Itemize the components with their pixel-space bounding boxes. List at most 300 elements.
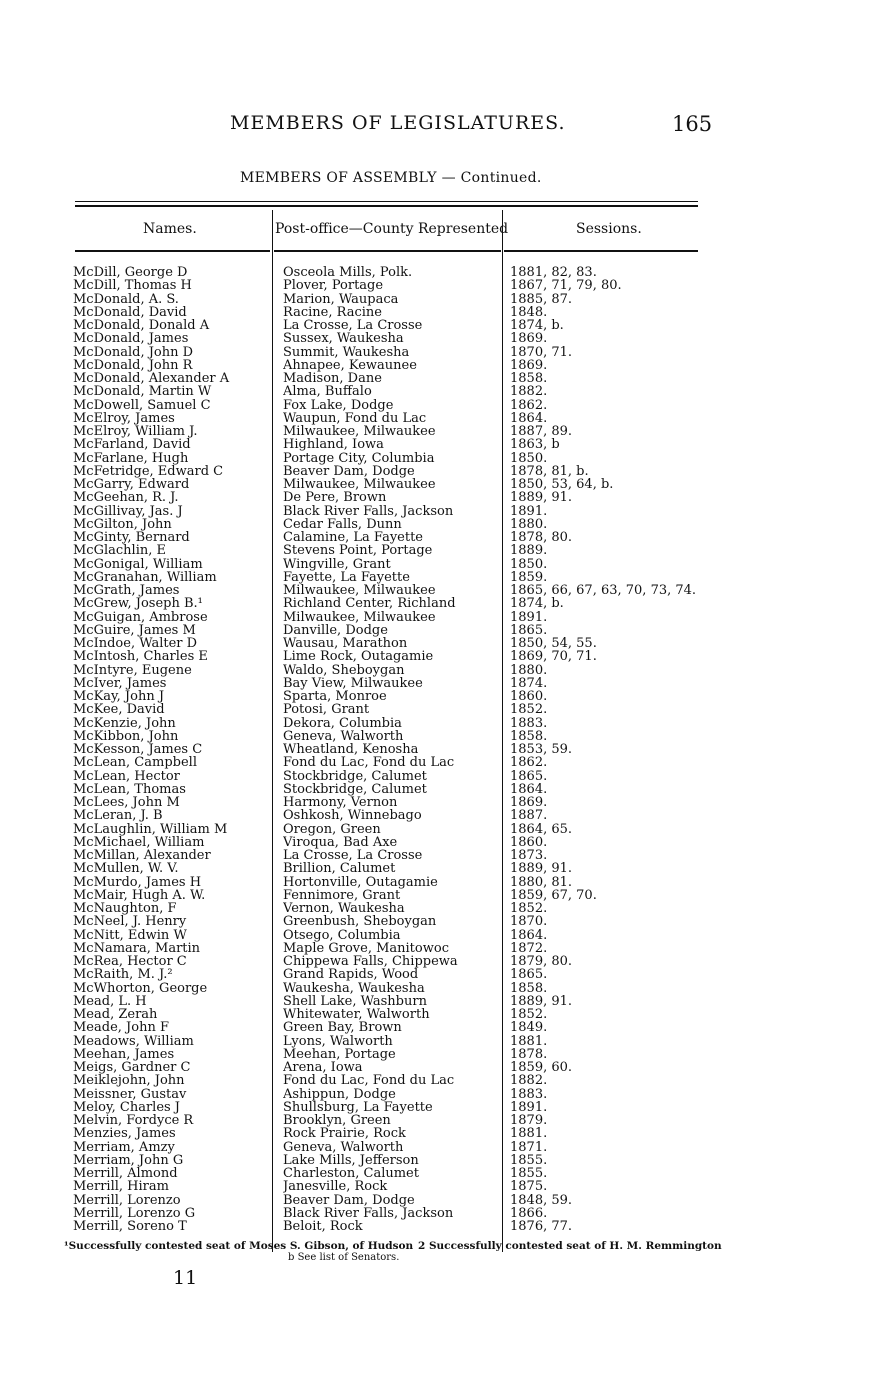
post-office-county: Geneva, Walworth: [283, 1140, 404, 1154]
signature-mark: 11: [173, 1267, 198, 1289]
post-office-county: Summit, Waukesha: [283, 345, 410, 359]
sessions: 1874, b.: [510, 597, 564, 611]
post-office-county: Shullsburg, La Fayette: [283, 1100, 433, 1114]
top-rule-thick: [75, 205, 698, 207]
post-office-county: Viroqua, Bad Axe: [283, 835, 398, 849]
member-name: Merrill, Lorenzo: [73, 1193, 181, 1207]
post-office-county: De Pere, Brown: [283, 491, 387, 505]
footnote-b: b See list of Senators.: [288, 1252, 400, 1263]
post-office-county: Shell Lake, Washburn: [283, 994, 427, 1008]
post-office-county: Milwaukee, Milwaukee: [283, 425, 436, 438]
member-name: McDonald, James: [73, 332, 189, 346]
member-name: Meiklejohn, John: [73, 1074, 185, 1088]
post-office-county: Fayette, La Fayette: [283, 570, 410, 584]
table-row: [0, 929, 869, 942]
table-row: [0, 836, 869, 849]
sessions: 1891.: [510, 610, 548, 624]
sessions: 1865.: [510, 623, 548, 637]
member-name: McElroy, William J.: [73, 425, 198, 438]
table-row: [0, 372, 869, 385]
sessions: 1891.: [510, 504, 548, 518]
table-row: [0, 332, 869, 345]
post-office-county: Stevens Point, Portage: [283, 544, 433, 558]
sessions: 1879.: [510, 1114, 548, 1127]
member-name: McGonigal, William: [73, 557, 203, 571]
sessions: 1860.: [510, 835, 548, 849]
sessions: 1878, 80.: [510, 531, 573, 544]
member-name: McMichael, William: [73, 835, 205, 849]
member-name: McLean, Thomas: [73, 782, 186, 796]
post-office-county: Black River Falls, Jackson: [283, 504, 454, 518]
sessions: 1864, 65.: [510, 822, 573, 836]
table-row: [0, 505, 869, 518]
table-row: [0, 584, 869, 597]
sessions: 1873.: [510, 849, 548, 862]
table-row: [0, 1021, 869, 1034]
sessions: 1881.: [510, 1127, 548, 1141]
table-row: [0, 915, 869, 928]
post-office-county: Maple Grove, Manitowoc: [283, 941, 449, 955]
table-row: [0, 571, 869, 584]
member-name: McKee, David: [73, 703, 165, 717]
post-office-county: Janesville, Rock: [283, 1180, 388, 1194]
table-row: [0, 359, 869, 372]
member-name: McIndoe, Walter D: [73, 637, 198, 650]
member-name: McKibbon, John: [73, 729, 179, 743]
member-name: McKesson, James C: [73, 743, 203, 756]
sessions: 1863, b: [510, 438, 560, 452]
table-row: [0, 346, 869, 359]
post-office-county: Beloit, Rock: [283, 1220, 363, 1233]
post-office-county: Geneva, Walworth: [283, 729, 404, 743]
table-row: [0, 531, 869, 544]
member-name: McWhorton, George: [73, 981, 208, 995]
table-row: [0, 465, 869, 478]
sessions: 1855.: [510, 1167, 548, 1180]
table-row: [0, 770, 869, 783]
sessions: 1876, 77.: [510, 1220, 573, 1233]
member-name: McGillivay, Jas. J: [73, 504, 183, 518]
table-row: [0, 452, 869, 465]
top-rule: [75, 201, 698, 202]
sessions: 1885, 87.: [510, 292, 573, 306]
post-office-county: Potosi, Grant: [283, 703, 370, 717]
post-office-county: Harmony, Vernon: [283, 796, 398, 809]
table-row: [0, 412, 869, 425]
table-row: [0, 1220, 869, 1233]
table-row: [0, 1141, 869, 1154]
table-row: [0, 1088, 869, 1101]
post-office-county: Black River Falls, Jackson: [283, 1206, 454, 1220]
member-name: McGinty, Bernard: [73, 531, 190, 544]
sessions: 1852.: [510, 703, 548, 717]
table-row: [0, 544, 869, 557]
post-office-county: Ahnapee, Kewaunee: [283, 358, 417, 372]
table-row: [0, 1154, 869, 1167]
member-name: McDonald, David: [73, 305, 187, 319]
sessions: 1855.: [510, 1153, 548, 1167]
table-row: [0, 1114, 869, 1127]
member-name: McGeehan, R. J.: [73, 491, 179, 505]
table-row: [0, 809, 869, 822]
post-office-county: Stockbridge, Calumet: [283, 782, 427, 796]
section-subtitle: MEMBERS OF ASSEMBLY — Continued.: [240, 170, 542, 186]
table-row: [0, 293, 869, 306]
member-name: Merrill, Soreno T: [73, 1220, 187, 1233]
post-office-county: Dekora, Columbia: [283, 716, 402, 730]
table-row: [0, 717, 869, 730]
table-row: [0, 438, 869, 451]
table-row: [0, 306, 869, 319]
member-name: McRaith, M. J.²: [73, 968, 173, 982]
member-name: McNeel, J. Henry: [73, 915, 187, 929]
sessions: 1862.: [510, 398, 548, 412]
sessions: 1883.: [510, 1087, 548, 1101]
sessions: 1871.: [510, 1140, 548, 1154]
table-row: [0, 478, 869, 491]
sessions: 1858.: [510, 729, 548, 743]
table-row: [0, 385, 869, 398]
member-name: McGuire, James M: [73, 623, 196, 637]
member-name: McKenzie, John: [73, 716, 176, 730]
table-row: [0, 730, 869, 743]
member-name: Mead, Zerah: [73, 1008, 158, 1021]
post-office-county: Waupun, Fond du Lac: [283, 411, 427, 425]
table-row: [0, 1035, 869, 1048]
table-row: [0, 279, 869, 292]
member-name: McDonald, Donald A: [73, 319, 210, 332]
sessions: 1874.: [510, 676, 548, 690]
member-name: McFarland, David: [73, 438, 191, 452]
sessions: 1850, 53, 64, b.: [510, 478, 614, 491]
sessions: 1848, 59.: [510, 1193, 573, 1207]
table-row: [0, 968, 869, 981]
sessions: 1878.: [510, 1047, 548, 1061]
post-office-county: Richland Center, Richland: [283, 597, 456, 611]
member-name: Meade, John F: [73, 1021, 169, 1035]
table-row: [0, 1167, 869, 1180]
table-row: [0, 982, 869, 995]
page-number: 165: [672, 112, 713, 136]
sessions: 1872.: [510, 941, 548, 955]
sessions: 1850.: [510, 451, 548, 465]
member-name: McNitt, Edwin W: [73, 928, 187, 942]
member-name: Merrill, Hiram: [73, 1180, 169, 1194]
sessions: 1875.: [510, 1180, 548, 1194]
post-office-county: La Crosse, La Crosse: [283, 849, 423, 862]
table-row: [0, 558, 869, 571]
post-office-county: Grand Rapids, Wood: [283, 968, 419, 982]
page-header: [0, 112, 869, 142]
member-name: McLeran, J. B: [73, 809, 163, 823]
post-office-county: Greenbush, Sheboygan: [283, 915, 437, 929]
table-row: [0, 664, 869, 677]
table-row: [0, 823, 869, 836]
member-name: Merrill, Lorenzo G: [73, 1206, 196, 1220]
member-name: McDonald, John R: [73, 358, 193, 372]
post-office-county: Wausau, Marathon: [283, 637, 408, 650]
post-office-county: Whitewater, Walworth: [283, 1008, 430, 1021]
table-row: [0, 677, 869, 690]
sessions: 1850, 54, 55.: [510, 637, 597, 650]
post-office-county: Waukesha, Waukesha: [283, 981, 425, 995]
member-name: McDowell, Samuel C: [73, 398, 211, 412]
table-row: [0, 266, 869, 279]
member-name: Merrill, Almond: [73, 1167, 178, 1180]
member-name: Merriam, Amzy: [73, 1140, 175, 1154]
post-office-county: Milwaukee, Milwaukee: [283, 584, 436, 597]
header-underline-sessions: [504, 250, 698, 252]
member-name: Meloy, Charles J: [73, 1100, 181, 1114]
member-name: McNaughton, F: [73, 902, 177, 915]
sessions: 1852.: [510, 1008, 548, 1021]
post-office-county: Chippewa Falls, Chippewa: [283, 955, 458, 968]
member-name: McFetridge, Edward C: [73, 464, 224, 478]
member-name: Merriam, John G: [73, 1153, 184, 1167]
post-office-county: Beaver Dam, Dodge: [283, 464, 415, 478]
table-row: [0, 942, 869, 955]
post-office-county: Otsego, Columbia: [283, 928, 401, 942]
post-office-county: Fond du Lac, Fond du Lac: [283, 756, 455, 770]
footnote-2: 2 Successfully contested seat of H. M. Remmington: [418, 1240, 722, 1252]
member-name: Menzies, James: [73, 1127, 176, 1141]
member-name: McLean, Campbell: [73, 756, 197, 770]
sessions: 1864.: [510, 411, 548, 425]
post-office-county: Stockbridge, Calumet: [283, 769, 427, 783]
post-office-county: Plover, Portage: [283, 279, 384, 293]
sessions: 1880.: [510, 663, 548, 677]
sessions: 1889, 91.: [510, 862, 573, 876]
table-row: [0, 783, 869, 796]
sessions: 1882.: [510, 1074, 548, 1088]
member-name: McNamara, Martin: [73, 941, 201, 955]
sessions: 1858.: [510, 981, 548, 995]
post-office-county: Wheatland, Kenosha: [283, 743, 419, 756]
member-name: McGrath, James: [73, 584, 180, 597]
post-office-county: Lime Rock, Outagamie: [283, 650, 434, 664]
post-office-county: Lake Mills, Jefferson: [283, 1153, 419, 1167]
post-office-county: Arena, Iowa: [283, 1061, 363, 1074]
sessions: 1881.: [510, 1034, 548, 1048]
post-office-county: Green Bay, Brown: [283, 1021, 402, 1035]
sessions: 1859, 60.: [510, 1061, 573, 1074]
post-office-county: Fond du Lac, Fond du Lac: [283, 1074, 455, 1088]
sessions: 1862.: [510, 756, 548, 770]
member-name: McGilton, John: [73, 517, 172, 531]
table-row: [0, 902, 869, 915]
running-title: MEMBERS OF LEGISLATURES.: [230, 112, 566, 134]
column-header-sessions: Sessions.: [576, 221, 642, 237]
post-office-county: Charleston, Calumet: [283, 1167, 419, 1180]
member-name: McDill, Thomas H: [73, 279, 192, 293]
member-name: Mead, L. H: [73, 994, 147, 1008]
sessions: 1865.: [510, 769, 548, 783]
table-row: [0, 491, 869, 504]
sessions: 1859.: [510, 570, 548, 584]
table-row: [0, 1194, 869, 1207]
table-row: [0, 743, 869, 756]
member-name: McGrew, Joseph B.¹: [73, 597, 203, 611]
member-name: McDill, George D: [73, 266, 188, 279]
member-name: Melvin, Fordyce R: [73, 1114, 194, 1127]
member-name: McMurdo, James H: [73, 875, 202, 889]
sessions: 1891.: [510, 1100, 548, 1114]
table-row: [0, 889, 869, 902]
post-office-county: Meehan, Portage: [283, 1047, 396, 1061]
post-office-county: Osceola Mills, Polk.: [283, 266, 413, 279]
sessions: 1869, 70, 71.: [510, 650, 597, 664]
sessions: 1878, 81, b.: [510, 464, 589, 478]
table-row: [0, 637, 869, 650]
member-name: McDonald, Martin W: [73, 385, 212, 399]
post-office-county: Sparta, Monroe: [283, 690, 387, 703]
table-row: [0, 319, 869, 332]
table-row: [0, 876, 869, 889]
sessions: 1887, 89.: [510, 425, 573, 438]
sessions: 1852.: [510, 902, 548, 915]
table-row: [0, 703, 869, 716]
table-row: [0, 1127, 869, 1140]
sessions: 1869.: [510, 332, 548, 346]
post-office-county: Fennimore, Grant: [283, 888, 401, 902]
table-row: [0, 1207, 869, 1220]
post-office-county: Rock Prairie, Rock: [283, 1127, 406, 1141]
sessions: 1887.: [510, 809, 548, 823]
member-name: McGarry, Edward: [73, 478, 190, 491]
post-office-county: Milwaukee, Milwaukee: [283, 610, 436, 624]
sessions: 1866.: [510, 1206, 548, 1220]
table-row: [0, 796, 869, 809]
post-office-county: Ashippun, Dodge: [283, 1087, 396, 1101]
sessions: 1869.: [510, 796, 548, 809]
table-row: [0, 624, 869, 637]
table-row: [0, 597, 869, 610]
post-office-county: Sussex, Waukesha: [283, 332, 404, 346]
table-row: [0, 955, 869, 968]
table-row: [0, 399, 869, 412]
sessions: 1870.: [510, 915, 548, 929]
post-office-county: Madison, Dane: [283, 372, 382, 385]
table-row: [0, 862, 869, 875]
post-office-county: Calamine, La Fayette: [283, 531, 424, 544]
table-row: [0, 1048, 869, 1061]
header-underline-names: [75, 250, 270, 252]
sessions: 1879, 80.: [510, 955, 573, 968]
post-office-county: Vernon, Waukesha: [283, 902, 405, 915]
member-name: McDonald, Alexander A: [73, 372, 230, 385]
sessions: 1853, 59.: [510, 743, 573, 756]
sessions: 1869.: [510, 358, 548, 372]
post-office-county: Danville, Dodge: [283, 623, 388, 637]
table-row: [0, 995, 869, 1008]
post-office-county: Lyons, Walworth: [283, 1034, 393, 1048]
post-office-county: Racine, Racine: [283, 305, 382, 319]
sessions: 1865, 66, 67, 63, 70, 73, 74.: [510, 584, 697, 597]
sessions: 1865.: [510, 968, 548, 982]
member-name: McMullen, W. V.: [73, 862, 179, 876]
sessions: 1850.: [510, 557, 548, 571]
sessions: 1870, 71.: [510, 345, 573, 359]
member-name: Meigs, Gardner C: [73, 1061, 191, 1074]
member-name: Meadows, William: [73, 1034, 194, 1048]
sessions: 1889.: [510, 544, 548, 558]
post-office-county: Hortonville, Outagamie: [283, 875, 438, 889]
table-row: [0, 849, 869, 862]
sessions: 1889, 91.: [510, 994, 573, 1008]
sessions: 1860.: [510, 690, 548, 703]
member-name: McGuigan, Ambrose: [73, 610, 208, 624]
table-row: [0, 1061, 869, 1074]
post-office-county: Marion, Waupaca: [283, 292, 399, 306]
member-name: Meehan, James: [73, 1047, 175, 1061]
member-name: McIntosh, Charles E: [73, 650, 208, 664]
sessions: 1880.: [510, 517, 548, 531]
member-name: McLaughlin, William M: [73, 822, 228, 836]
table-row: [0, 1008, 869, 1021]
table-row: [0, 1180, 869, 1193]
member-name: McKay, John J: [73, 690, 165, 703]
sessions: 1864.: [510, 928, 548, 942]
member-name: McGlachlin, E: [73, 544, 166, 558]
member-name: McDonald, John D: [73, 345, 194, 359]
member-name: McElroy, James: [73, 411, 175, 425]
members-table: [0, 266, 869, 1233]
sessions: 1858.: [510, 372, 548, 385]
column-header-names: Names.: [143, 221, 197, 237]
sessions: 1883.: [510, 716, 548, 730]
sessions: 1880, 81.: [510, 875, 573, 889]
sessions: 1882.: [510, 385, 548, 399]
post-office-county: La Crosse, La Crosse: [283, 319, 423, 332]
post-office-county: Waldo, Sheboygan: [283, 663, 405, 677]
post-office-county: Brooklyn, Green: [283, 1114, 391, 1127]
sessions: 1848.: [510, 305, 548, 319]
member-name: McGranahan, William: [73, 570, 217, 584]
post-office-county: Cedar Falls, Dunn: [283, 517, 402, 531]
table-row: [0, 611, 869, 624]
post-office-county: Oregon, Green: [283, 822, 381, 836]
member-name: McDonald, A. S.: [73, 292, 179, 306]
member-name: McMair, Hugh A. W.: [73, 888, 206, 902]
member-name: McIntyre, Eugene: [73, 663, 192, 677]
post-office-county: Portage City, Columbia: [283, 451, 435, 465]
post-office-county: Fox Lake, Dodge: [283, 398, 394, 412]
post-office-county: Oshkosh, Winnebago: [283, 809, 422, 823]
sessions: 1881, 82, 83.: [510, 266, 597, 279]
sessions: 1864.: [510, 782, 548, 796]
post-office-county: Brillion, Calumet: [283, 862, 396, 876]
post-office-county: Highland, Iowa: [283, 438, 384, 452]
sessions: 1859, 67, 70.: [510, 888, 597, 902]
table-row: [0, 690, 869, 703]
post-office-county: Milwaukee, Milwaukee: [283, 478, 436, 491]
table-row: [0, 1101, 869, 1114]
member-name: McMillan, Alexander: [73, 849, 211, 862]
table-row: [0, 650, 869, 663]
member-name: McRea, Hector C: [73, 955, 187, 968]
table-row: [0, 425, 869, 438]
post-office-county: Wingville, Grant: [283, 557, 391, 571]
table-row: [0, 1074, 869, 1087]
sessions: 1889, 91.: [510, 491, 573, 505]
table-row: [0, 756, 869, 769]
sessions: 1867, 71, 79, 80.: [510, 279, 622, 293]
member-name: McFarlane, Hugh: [73, 451, 189, 465]
sessions: 1874, b.: [510, 319, 564, 332]
member-name: McLean, Hector: [73, 769, 180, 783]
column-header-post-office: Post-office—County Represented: [275, 221, 509, 237]
sessions: 1849.: [510, 1021, 548, 1035]
